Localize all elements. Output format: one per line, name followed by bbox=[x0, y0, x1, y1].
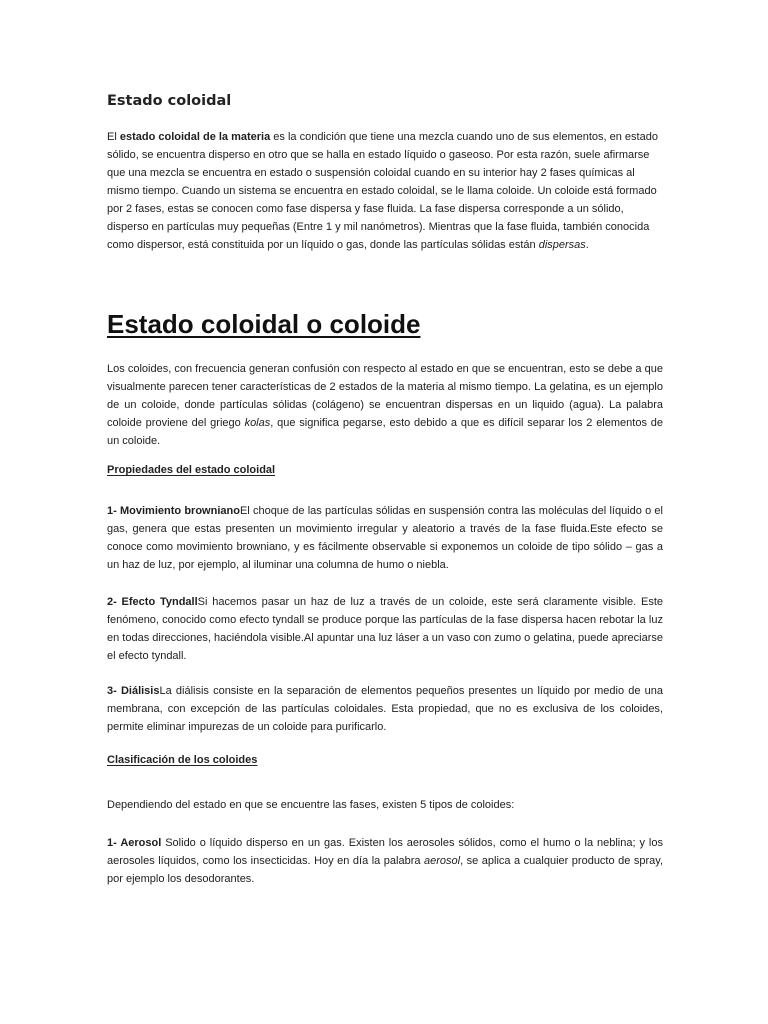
prop1-bold: 1- Movimiento browniano bbox=[107, 505, 240, 517]
intro-pre: El bbox=[107, 131, 120, 143]
subtitle-clasificacion: Clasificación de los coloides bbox=[107, 754, 258, 766]
intro-paragraph bbox=[107, 128, 663, 254]
clasificacion-intro: Dependiendo del estado en que se encuentre las fases, existen 5 tipos de coloides: bbox=[107, 799, 515, 811]
section-title-estado-coloidal-o-coloide: Estado coloidal o coloide bbox=[107, 309, 421, 339]
intro-end: . bbox=[585, 239, 589, 251]
aerosol-italic: aerosol bbox=[424, 855, 461, 867]
property-dialisis bbox=[107, 682, 663, 736]
prop2-text: Si hacemos pasar un haz de luz a través de un coloide, este será claramente visible. Este fenómeno, conocido como efecto tyndall se produce porque las partículas de la fase dispersa hacen rebotar la luz en todas direcciones, haciéndola visible.Al apuntar una luz láser a un vaso con zumo o gelatina, puede apreciarse el efecto tyndall. bbox=[107, 596, 664, 662]
prop2-bold: 2- Efecto Tyndall bbox=[107, 596, 198, 608]
prop1-text: El choque de las partículas sólidas en suspensión contra las moléculas del líquido o el gas, genera que estas presenten un movimiento irregular y aleatorio a través de la fase fluida.Este efecto se conoce como movimiento browniano, y es fácilmente observable si exponemos un coloide de tipo sólido – gas a un haz de luz, por ejemplo, al iluminar una columna de humo o niebla. bbox=[107, 505, 663, 571]
prop3-text: La diálisis consiste en la separación de elementos pequeños presentes un líquido por medio de una membrana, con excepción de las partículas coloidales. Esta propiedad, que no es exclusiva de los coloides, permite eliminar impurezas de un coloide para purificarlo. bbox=[107, 685, 663, 733]
coloide-italic: kolas bbox=[244, 417, 271, 429]
property-efecto-tyndall bbox=[107, 593, 663, 665]
intro-bold: estado coloidal de la materia bbox=[119, 131, 271, 143]
coloide-paragraph bbox=[107, 360, 663, 450]
intro-text: es la condición que tiene una mezcla cuando uno de sus elementos, en estado sólido, se encuentra disperso en otro que se halla en estado líquido o gaseoso. Por esta razón, suele afirmarse que una mezcla se encuentra en estado o suspensión coloidal cuando en su interior hay 2 fases químicas al mismo tiempo. Cuando un sistema se encuentra en estado coloidal, se le llama coloide. Un coloide está formado por 2 fases, estas se conocen como fase dispersa y fase fluida. La fase dispersa corresponde a un sólido, disperso en partículas muy pequeñas (Entre 1 y mil nanómetros). Mientras que la fase fluida, también conocida como dispersor, está constituida por un líquido o gas, donde las partículas sólidas están bbox=[107, 131, 658, 251]
section-title-estado-coloidal: Estado coloidal bbox=[107, 93, 232, 109]
subtitle-propiedades: Propiedades del estado coloidal bbox=[107, 464, 276, 476]
coloide-type-aerosol bbox=[107, 834, 663, 888]
property-movimiento-browniano bbox=[107, 502, 663, 574]
aerosol-text2: , se aplica a cualquier producto de spray, por ejemplo los desodorantes. bbox=[107, 855, 664, 885]
intro-italic: dispersas bbox=[538, 239, 586, 251]
coloide-text1: Los coloides, con frecuencia generan confusión con respecto al estado en que se encuentran, esto se debe a que visualmente parecen tener características de 2 estados de la materia al mismo tiempo. La gelatina, es un ejemplo de un coloide, donde partículas sólidas (colágeno) se encuentran dispersas en un liquido (agua). La palabra coloide proviene del griego bbox=[107, 363, 663, 429]
coloide-text2: , que significa pegarse, esto debido a que es difícil separar los 2 elementos de un coloide. bbox=[107, 417, 663, 447]
aerosol-text1: Solido o líquido disperso en un gas. Existen los aerosoles sólidos, como el humo o la neblina; y los aerosoles líquidos, como los insecticidas. Hoy en día la palabra bbox=[107, 837, 663, 867]
aerosol-bold: 1- Aerosol bbox=[107, 837, 162, 849]
prop3-bold: 3- Diálisis bbox=[107, 685, 160, 697]
